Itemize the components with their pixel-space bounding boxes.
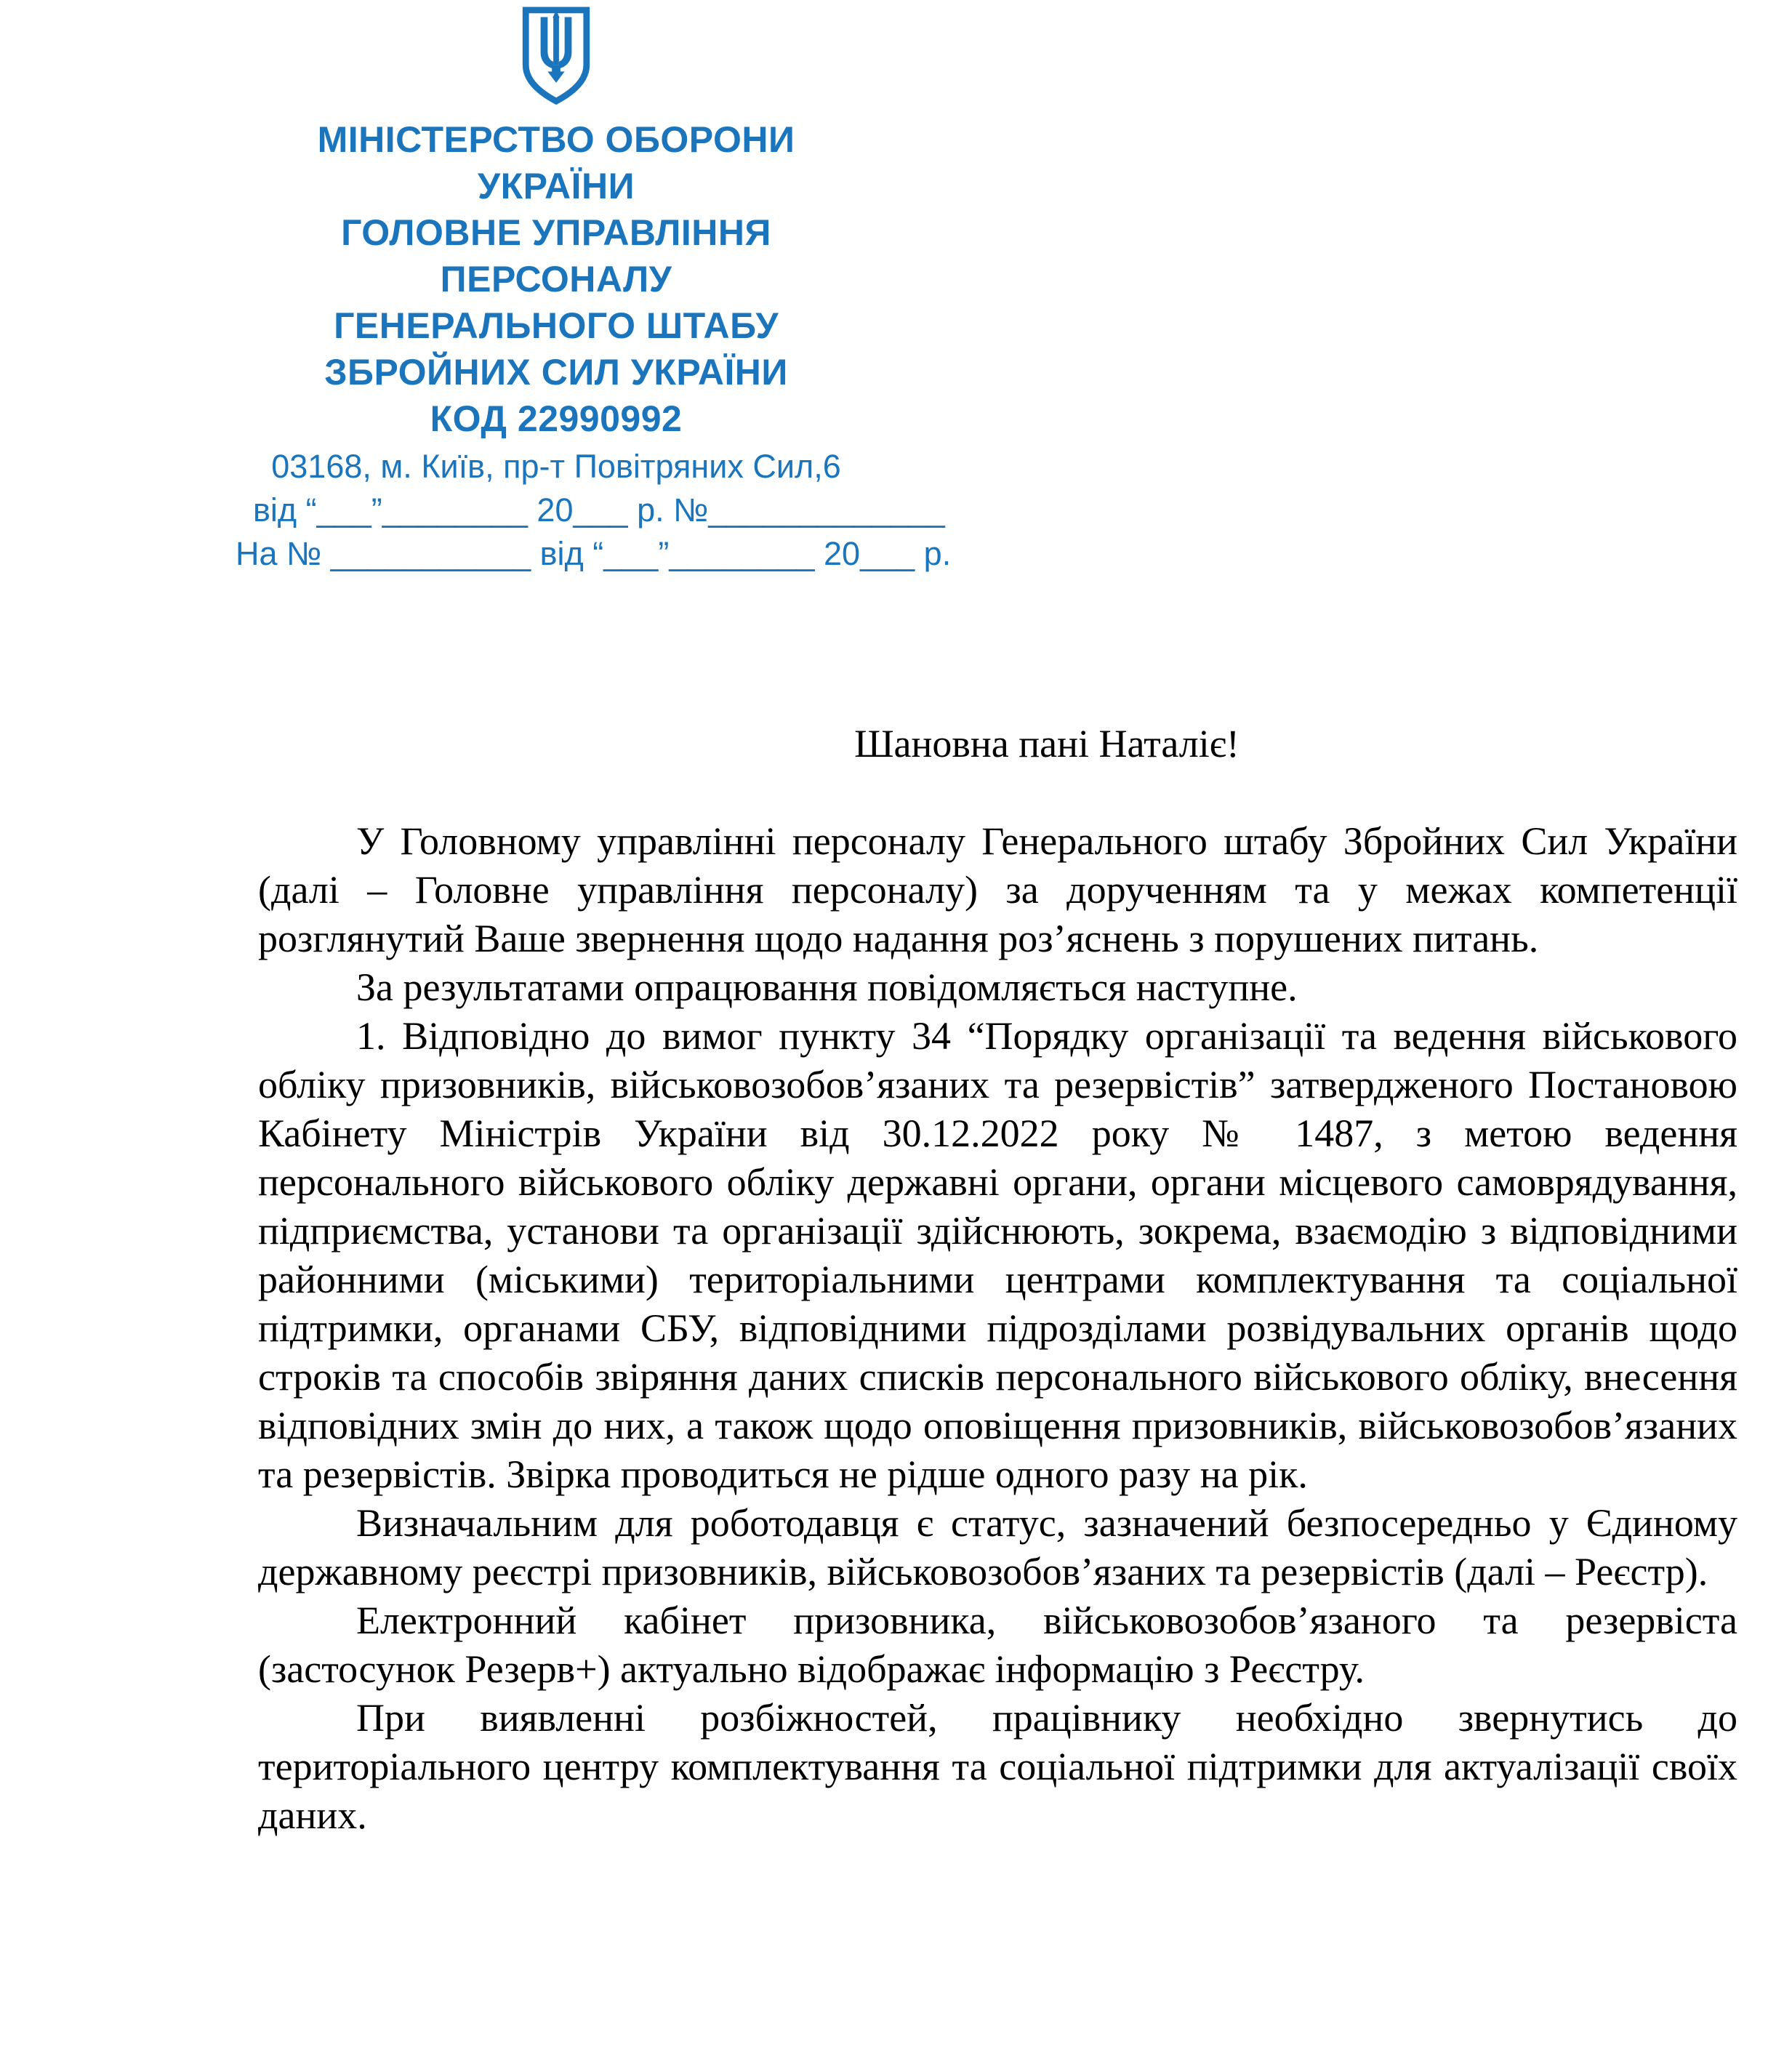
letterhead bbox=[225, 6, 952, 576]
org-line: ПЕРСОНАЛУ bbox=[440, 259, 672, 300]
letter-body bbox=[258, 720, 1737, 1840]
paragraph-registry-status: Визначальним для роботодавця є статус, зазначений безпосередньо у Єдиному державному реєстрі призовників, військовозобов’язаних та резервістів (далі – Реєстр). bbox=[258, 1501, 1737, 1593]
org-line: ЗБРОЙНИХ СИЛ УКРАЇНИ bbox=[324, 352, 788, 393]
ref-date-number-line: від “___”________ 20___ р. №_____________ bbox=[253, 491, 945, 528]
org-address: 03168, м. Київ, пр-т Повітряних Сил,6 bbox=[271, 448, 841, 485]
paragraph-point-1: 1. Відповідно до вимог пункту 34 “Порядку організації та ведення військового обліку призовників, військовозобов’язаних та резервістів” затвердженого Постановою Кабінету Міністрів України від 30.12.2022 року № 1487, з метою ведення персонального військового обліку державні органи, органи місцевого самоврядування, підприємства, установи та організації здійснюють, зокрема, взаємодію з відповідними районними (міськими) територіальними центрами комплектування та соціальної підтримки, органами СБУ, відповідними підрозділами розвідувальних органів щодо строків та способів звіряння даних списків персонального військового обліку, внесення відповідних змін до них, а також щодо оповіщення призовників, військовозобов’язаних та резервістів. Звірка проводиться не рідше одного разу на рік. bbox=[258, 1014, 1737, 1496]
org-line: УКРАЇНИ bbox=[477, 166, 635, 206]
org-line: ГОЛОВНЕ УПРАВЛІННЯ bbox=[341, 212, 771, 253]
ref-reply-line: На № ___________ від “___”________ 20___ р. bbox=[236, 535, 952, 572]
org-code-line: КОД 22990992 bbox=[430, 398, 683, 439]
paragraph-reserve-app: Електронний кабінет призовника, військовозобов’язаного та резервіста (застосунок Резерв+) актуально відображає інформацію з Реєстру. bbox=[258, 1599, 1737, 1691]
org-line: МІНІСТЕРСТВО ОБОРОНИ bbox=[317, 119, 795, 160]
org-line: ГЕНЕРАЛЬНОГО ШТАБУ bbox=[334, 305, 779, 346]
paragraph-discrepancies: При виявленні розбіжностей, працівнику необхідно звернутись до територіального центру комплектування та соціальної підтримки для актуалізації своїх даних. bbox=[258, 1696, 1737, 1837]
salutation: Шановна пані Наталіє! bbox=[854, 722, 1239, 765]
paragraph-results: За результатами опрацювання повідомляється наступне. bbox=[356, 965, 1298, 1009]
paragraph-intro: У Головному управлінні персоналу Генерального штабу Збройних Сил України (далі – Головне управління персоналу) за дорученням та у межах компетенції розглянутий Ваше звернення щодо надання роз’яснень з порушених питань. bbox=[258, 819, 1737, 960]
trident-emblem-icon bbox=[225, 6, 887, 106]
org-name bbox=[225, 116, 887, 442]
